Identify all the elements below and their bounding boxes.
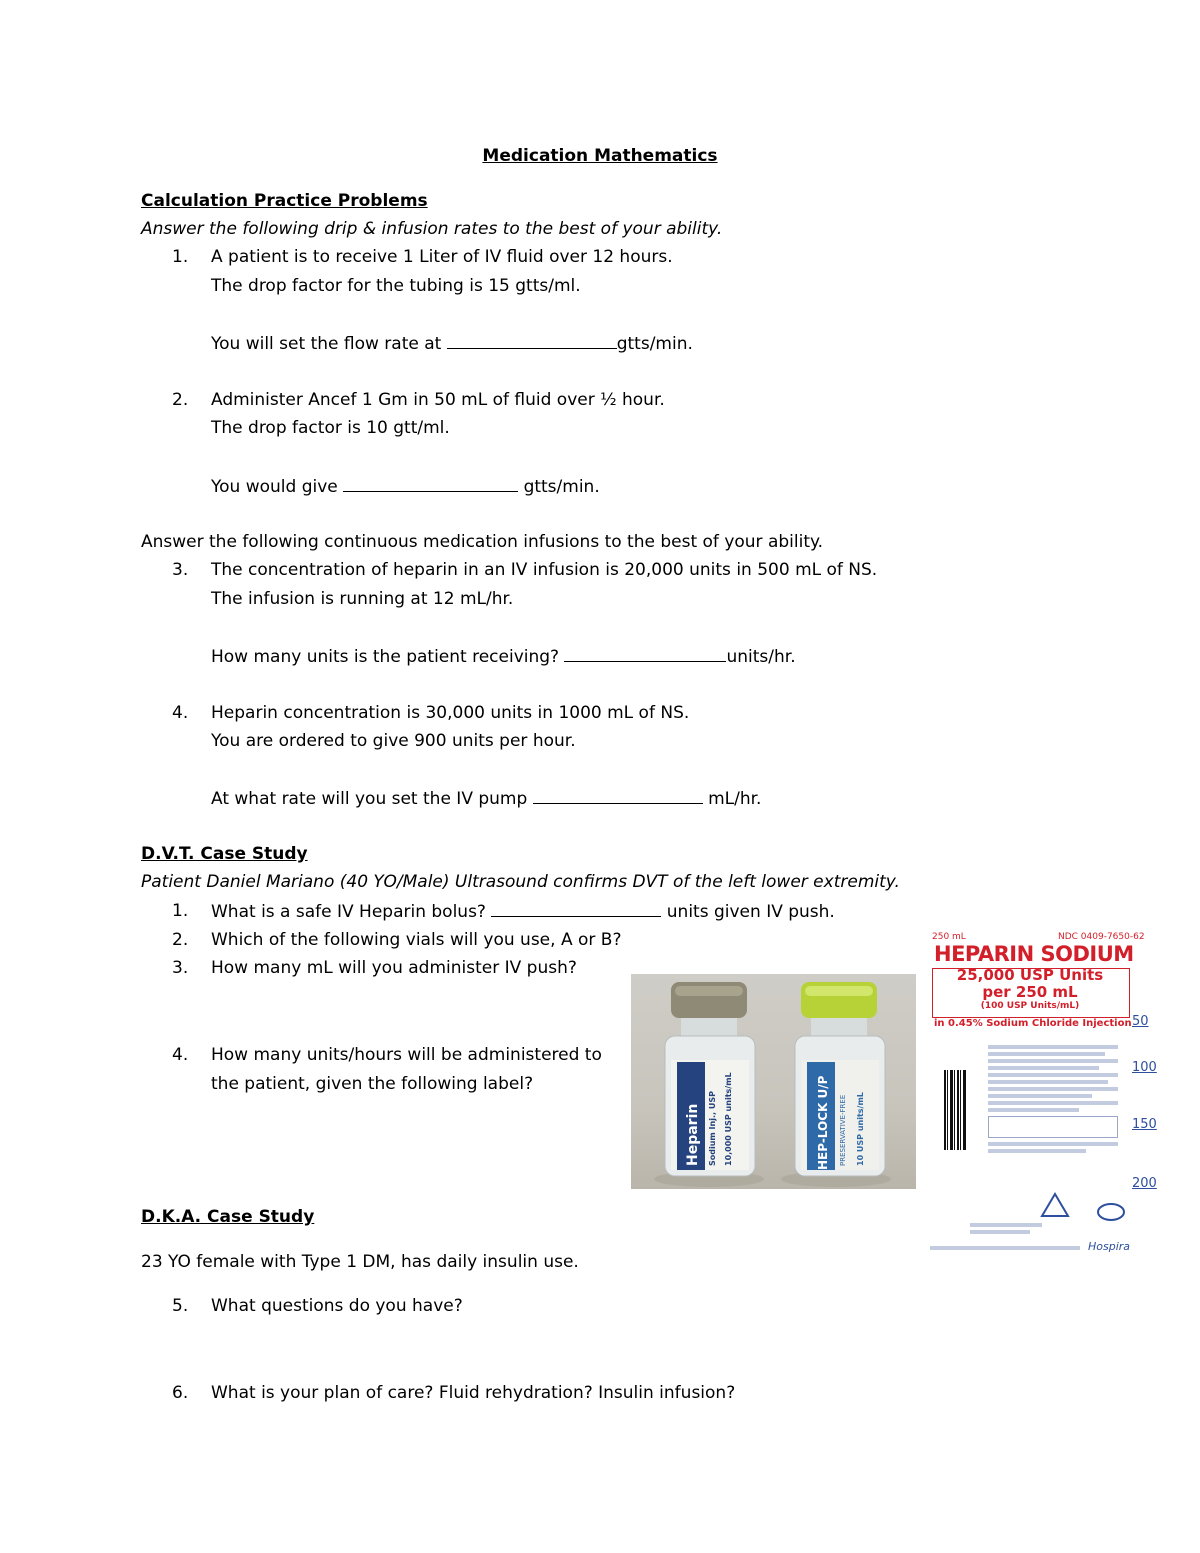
section-instructions: Answer the following continuous medication infusions to the best of your ability. [141,532,824,552]
patient-description: Patient Daniel Mariano (40 YO/Male) Ultrasound confirms DVT of the left lower extremity. [141,872,900,892]
label-concentration: (100 USP Units/mL) [980,1001,1080,1011]
question-number: 1. [172,901,189,921]
section-heading-calculation: Calculation Practice Problems [141,191,428,211]
question-text: Which of the following vials will you use, A or B? [211,930,622,950]
answer-suffix: gtts/min. [523,477,600,497]
scale-mark: 100 [1132,1060,1157,1075]
question-text: The drop factor for the tubing is 15 gtts/ml. [211,276,581,296]
answer-prefix: How many units is the patient receiving? [211,647,560,667]
question-number: 2. [172,390,189,410]
vial-a-subtitle: Sodium Inj., USP [708,1091,717,1166]
question-text: How many units/hours will be administered to [211,1045,602,1065]
scale-mark: 200 [1132,1176,1157,1191]
question-text: The drop factor is 10 gtt/ml. [211,418,450,438]
recycle-icon [1040,1192,1070,1218]
question-number: 3. [172,560,189,580]
answer-line [211,475,600,498]
label-volume: 250 mL [932,932,966,942]
question-number: 4. [172,703,189,723]
answer-suffix: gtts/min. [616,334,693,354]
scale-mark: 150 [1132,1117,1157,1132]
answer-line [211,787,761,810]
answer-prefix: You will set the flow rate at [211,334,442,354]
question-number: 2. [172,930,189,950]
heparin-label [930,930,1162,1260]
question-text: What questions do you have? [211,1296,463,1316]
patient-description: 23 YO female with Type 1 DM, has daily insulin use. [141,1252,579,1272]
question-text: The infusion is running at 12 mL/hr. [211,589,514,609]
label-address-line [930,1246,1080,1250]
question-number: 5. [172,1296,189,1316]
vial-b-strength: 10 USP units/mL [856,1092,865,1166]
question-text: Administer Ancef 1 Gm in 50 mL of fluid over ½ hour. [211,390,665,410]
section-instructions: Answer the following drip & infusion rates to the best of your ability. [141,219,723,239]
vial-b-name: HEP-LOCK U/P [816,1075,830,1170]
question-text: What is your plan of care? Fluid rehydration? Insulin infusion? [211,1383,736,1403]
answer-prefix: At what rate will you set the IV pump [211,789,528,809]
vial-a-strength: 10,000 USP units/mL [724,1072,733,1166]
vial-a-name: Heparin [685,1103,701,1166]
label-ndc: NDC 0409-7650-62 [1058,932,1145,942]
label-footer-lines [970,1220,1090,1237]
scale-mark: 50 [1132,1014,1149,1029]
vial-b-subtitle: PRESERVATIVE-FREE [839,1094,847,1166]
label-manufacturer: Hospira [1088,1240,1131,1253]
question-text: What is a safe IV Heparin bolus? [211,902,486,922]
label-strength-volume: per 250 mL [982,983,1078,1001]
question-text: Heparin concentration is 30,000 units in 1000 mL of NS. [211,703,690,723]
question-text: the patient, given the following label? [211,1074,534,1094]
question-number: 3. [172,958,189,978]
page-title: Medication Mathematics [482,146,718,166]
answer-blank[interactable] [491,900,661,917]
label-fine-print [988,1042,1118,1156]
answer-suffix: mL/hr. [708,789,762,809]
answer-line [211,900,835,923]
question-number: 6. [172,1383,189,1403]
barcode [944,1070,968,1150]
answer-blank[interactable] [564,645,726,662]
question-number: 1. [172,247,189,267]
question-text: The concentration of heparin in an IV infusion is 20,000 units in 500 mL of NS. [211,560,878,580]
answer-line [211,645,796,668]
vials-photo [631,974,916,1189]
vials-illustration [631,974,916,1189]
label-diluent: in 0.45% Sodium Chloride Injection [934,1018,1132,1029]
answer-blank[interactable] [533,787,703,804]
section-heading-dvt: D.V.T. Case Study [141,844,308,864]
question-text: You are ordered to give 900 units per hour. [211,731,576,751]
question-text: A patient is to receive 1 Liter of IV fluid over 12 hours. [211,247,673,267]
answer-suffix: units given IV push. [666,902,835,922]
section-heading-dka: D.K.A. Case Study [141,1207,315,1227]
question-number: 4. [172,1045,189,1065]
answer-suffix: units/hr. [726,647,796,667]
label-drug-name: HEPARIN SODIUM [934,942,1134,966]
answer-blank[interactable] [447,332,617,349]
label-strength-units: 25,000 USP Units [956,966,1104,984]
question-text: How many mL will you administer IV push? [211,958,577,978]
answer-line [211,332,693,355]
answer-blank[interactable] [343,475,518,492]
latex-free-icon [1096,1202,1126,1222]
answer-prefix: You would give [211,477,338,497]
